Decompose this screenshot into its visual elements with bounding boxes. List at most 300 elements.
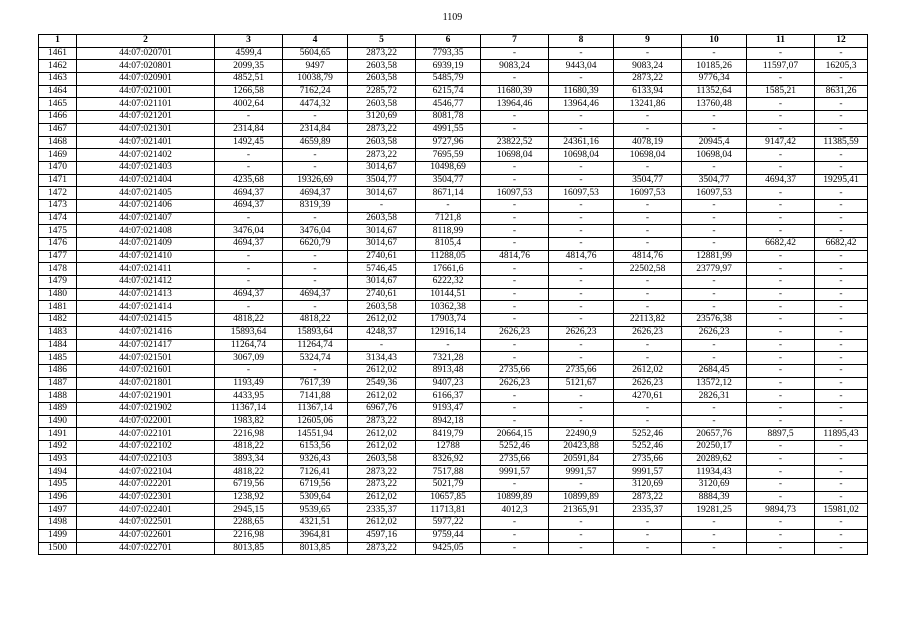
table-cell: 12916,14 (416, 326, 481, 339)
table-header-row (39, 35, 868, 48)
table-cell: 2735,66 (549, 364, 614, 377)
table-cell: 4078,19 (614, 136, 682, 149)
table-cell: - (747, 161, 815, 174)
table-cell: - (815, 263, 868, 276)
table-cell: 3067,09 (215, 352, 283, 365)
table-cell: - (815, 288, 868, 301)
table-cell: 44:07:021601 (77, 364, 215, 377)
table-cell: - (747, 364, 815, 377)
table-cell: 4818,22 (283, 314, 348, 327)
table-cell: - (283, 263, 348, 276)
table-cell: 3014,67 (348, 238, 416, 251)
page-number: 1109 (442, 12, 463, 23)
table-cell: - (549, 517, 614, 530)
table-cell: 1266,58 (215, 85, 283, 98)
table-cell: - (481, 339, 549, 352)
table-cell: - (815, 326, 868, 339)
table-cell: 11934,43 (682, 466, 747, 479)
table-cell: 1477 (39, 250, 77, 263)
table-cell: 44:07:021407 (77, 212, 215, 225)
table-cell: - (283, 364, 348, 377)
table-cell: 15893,64 (215, 326, 283, 339)
table-cell: 2735,66 (481, 453, 549, 466)
table-cell: 4599,4 (215, 47, 283, 60)
table-cell: 2626,23 (614, 377, 682, 390)
table-row (39, 364, 868, 377)
table-cell: - (215, 263, 283, 276)
table-cell: 4814,76 (549, 250, 614, 263)
table-cell: - (614, 352, 682, 365)
table-cell: 6620,79 (283, 238, 348, 251)
table-cell: 10498,69 (416, 161, 481, 174)
table-cell: - (747, 479, 815, 492)
table-cell: 8105,4 (416, 238, 481, 251)
table-row (39, 542, 868, 555)
table-cell: 3504,77 (348, 174, 416, 187)
table-row (39, 504, 868, 517)
table-cell: 44:07:021412 (77, 276, 215, 289)
table-cell: - (614, 288, 682, 301)
table-cell: - (416, 339, 481, 352)
table-cell: 8671,14 (416, 187, 481, 200)
table-row (39, 352, 868, 365)
table-cell: 5324,74 (283, 352, 348, 365)
table-cell: - (549, 263, 614, 276)
table-row (39, 250, 868, 263)
table-cell: - (682, 517, 747, 530)
table-cell: 44:07:021410 (77, 250, 215, 263)
table-cell: - (747, 377, 815, 390)
table-cell: 4694,37 (283, 288, 348, 301)
table-cell: 9539,65 (283, 504, 348, 517)
table-cell: 4433,95 (215, 390, 283, 403)
table-cell: 2626,23 (682, 326, 747, 339)
table-cell: 7141,88 (283, 390, 348, 403)
table-cell: 5252,46 (481, 441, 549, 454)
table-cell: 10899,89 (481, 491, 549, 504)
table-cell: - (481, 314, 549, 327)
table-cell: - (614, 339, 682, 352)
table-cell: - (682, 529, 747, 542)
table-cell: 1478 (39, 263, 77, 276)
table-cell: 23779,97 (682, 263, 747, 276)
table-cell: 9193,47 (416, 402, 481, 415)
table-cell: 1464 (39, 85, 77, 98)
table-cell: 44:07:021404 (77, 174, 215, 187)
table-cell: 7617,39 (283, 377, 348, 390)
table-cell: 44:07:020801 (77, 60, 215, 73)
table-cell: 4694,37 (747, 174, 815, 187)
table-cell: 44:07:022701 (77, 542, 215, 555)
table-cell: 1490 (39, 415, 77, 428)
table-cell: 1486 (39, 364, 77, 377)
table-cell: 2873,22 (348, 542, 416, 555)
table-cell: 4818,22 (215, 314, 283, 327)
table-cell: 2335,37 (614, 504, 682, 517)
table-cell: 44:07:022401 (77, 504, 215, 517)
table-cell: 21365,91 (549, 504, 614, 517)
table-cell: 1495 (39, 479, 77, 492)
table-cell: - (215, 364, 283, 377)
table-cell: 4818,22 (215, 441, 283, 454)
table-cell: 2612,02 (348, 441, 416, 454)
table-cell: 1474 (39, 212, 77, 225)
table-cell: - (614, 212, 682, 225)
column-header: 2 (77, 35, 215, 48)
table-cell: - (682, 212, 747, 225)
table-cell: 44:07:022601 (77, 529, 215, 542)
table-cell: 1473 (39, 199, 77, 212)
table-cell: - (215, 250, 283, 263)
table-cell: - (481, 47, 549, 60)
table-row (39, 212, 868, 225)
table-cell: - (481, 352, 549, 365)
table-cell: 1476 (39, 238, 77, 251)
table-cell: - (747, 466, 815, 479)
table-cell: - (549, 542, 614, 555)
table-cell: 10698,04 (682, 149, 747, 162)
table-cell: - (815, 123, 868, 136)
table-cell: - (815, 491, 868, 504)
table-cell: - (815, 402, 868, 415)
table-cell: - (747, 276, 815, 289)
table-cell: 10698,04 (481, 149, 549, 162)
table-cell: 44:07:021901 (77, 390, 215, 403)
table-cell: 44:07:022103 (77, 453, 215, 466)
column-header: 11 (747, 35, 815, 48)
table-cell: 2626,23 (481, 377, 549, 390)
table-cell: 24361,16 (549, 136, 614, 149)
table-cell: 2735,66 (481, 364, 549, 377)
table-cell: 4694,37 (283, 187, 348, 200)
table-cell: 10698,04 (549, 149, 614, 162)
table-cell: - (747, 314, 815, 327)
table-cell: 3014,67 (348, 276, 416, 289)
table-cell: 9759,44 (416, 529, 481, 542)
table-cell: 5252,46 (614, 441, 682, 454)
table-row (39, 149, 868, 162)
table-cell: 44:07:021416 (77, 326, 215, 339)
table-row (39, 314, 868, 327)
table-cell: - (815, 111, 868, 124)
table-cell: 1492 (39, 441, 77, 454)
table-cell: - (614, 276, 682, 289)
table-cell: - (549, 73, 614, 86)
table-cell: 2603,58 (348, 301, 416, 314)
table-row (39, 402, 868, 415)
table-cell: - (283, 276, 348, 289)
table-cell: 44:07:022101 (77, 428, 215, 441)
table-cell: 44:07:021501 (77, 352, 215, 365)
table-cell: - (481, 174, 549, 187)
table-cell: 1492,45 (215, 136, 283, 149)
table-cell: 1238,92 (215, 491, 283, 504)
table-cell: - (747, 326, 815, 339)
table-cell: 15981,02 (815, 504, 868, 517)
table-cell: 16097,53 (549, 187, 614, 200)
table-cell: 12605,06 (283, 415, 348, 428)
table-cell: - (481, 276, 549, 289)
table-cell: 2603,58 (348, 453, 416, 466)
table-cell: 17903,74 (416, 314, 481, 327)
table-cell: - (747, 199, 815, 212)
table-cell: - (815, 199, 868, 212)
table-cell: 4818,22 (215, 466, 283, 479)
table-cell: 1491 (39, 428, 77, 441)
table-cell: 2873,22 (348, 415, 416, 428)
table-row (39, 288, 868, 301)
table-cell: 44:07:021417 (77, 339, 215, 352)
table-cell: - (815, 441, 868, 454)
table-cell: 23576,38 (682, 314, 747, 327)
table-cell: - (283, 149, 348, 162)
table-cell: 10144,51 (416, 288, 481, 301)
table-cell: 13760,48 (682, 98, 747, 111)
table-cell: 1471 (39, 174, 77, 187)
table-cell: 2603,58 (348, 60, 416, 73)
table-cell: 4852,51 (215, 73, 283, 86)
table-cell: 3504,77 (682, 174, 747, 187)
table-row (39, 276, 868, 289)
table-cell: - (549, 111, 614, 124)
table-cell: 5309,64 (283, 491, 348, 504)
table-cell: 44:07:020701 (77, 47, 215, 60)
table-cell: - (815, 276, 868, 289)
table-cell: 9083,24 (481, 60, 549, 73)
table-cell: 1483 (39, 326, 77, 339)
table-cell: 1475 (39, 225, 77, 238)
table-cell: 2740,61 (348, 250, 416, 263)
table-cell: - (747, 225, 815, 238)
table-cell: 2735,66 (614, 453, 682, 466)
table-cell: 7793,35 (416, 47, 481, 60)
table-cell: 16097,53 (614, 187, 682, 200)
table-cell: - (747, 402, 815, 415)
table-row (39, 377, 868, 390)
table-row (39, 466, 868, 479)
table-row (39, 47, 868, 60)
table-cell: 6682,42 (747, 238, 815, 251)
table-cell: 9407,23 (416, 377, 481, 390)
table-cell: - (747, 149, 815, 162)
table-cell: - (682, 542, 747, 555)
table-cell: - (549, 288, 614, 301)
table-cell: 44:07:021301 (77, 123, 215, 136)
table-cell: - (614, 199, 682, 212)
table-cell: - (481, 212, 549, 225)
table-cell: - (549, 161, 614, 174)
table-cell: - (215, 212, 283, 225)
table-cell: 10698,04 (614, 149, 682, 162)
table-cell: 4694,37 (215, 187, 283, 200)
table-cell: 8419,79 (416, 428, 481, 441)
table-cell: 9991,57 (481, 466, 549, 479)
table-cell: 1468 (39, 136, 77, 149)
table-cell: - (614, 238, 682, 251)
table-cell: - (614, 161, 682, 174)
table-row (39, 390, 868, 403)
table-cell: 19281,25 (682, 504, 747, 517)
table-cell: - (549, 301, 614, 314)
table-cell: - (283, 301, 348, 314)
table-cell: 3014,67 (348, 187, 416, 200)
table-cell: - (549, 352, 614, 365)
table-cell: 1472 (39, 187, 77, 200)
table-row (39, 60, 868, 73)
table-cell: - (614, 111, 682, 124)
table-cell: - (682, 352, 747, 365)
table-cell: - (747, 390, 815, 403)
table-cell: 44:07:020901 (77, 73, 215, 86)
table-cell: 3964,81 (283, 529, 348, 542)
table-cell: 2612,02 (348, 364, 416, 377)
table-cell: - (815, 390, 868, 403)
table-cell: 3134,43 (348, 352, 416, 365)
table-cell: - (815, 517, 868, 530)
table-cell: - (747, 98, 815, 111)
table-cell: 8631,26 (815, 85, 868, 98)
table-row (39, 415, 868, 428)
table-cell: 20591,84 (549, 453, 614, 466)
table-row (39, 517, 868, 530)
table-cell: 2873,22 (348, 123, 416, 136)
table-cell: 5252,46 (614, 428, 682, 441)
table-cell: 5021,79 (416, 479, 481, 492)
table-row (39, 136, 868, 149)
column-header: 6 (416, 35, 481, 48)
table-cell: - (348, 339, 416, 352)
table-cell: 44:07:022001 (77, 415, 215, 428)
table-cell: 2314,84 (283, 123, 348, 136)
table-row (39, 453, 868, 466)
table-cell: 8326,92 (416, 453, 481, 466)
table-cell: 8118,99 (416, 225, 481, 238)
table-cell: 1496 (39, 491, 77, 504)
table-cell: - (747, 187, 815, 200)
table-cell: 2873,22 (348, 466, 416, 479)
table-cell: - (682, 47, 747, 60)
table-cell: 44:07:021101 (77, 98, 215, 111)
table-cell: 20657,76 (682, 428, 747, 441)
table-cell: 4597,16 (348, 529, 416, 542)
table-cell: - (815, 187, 868, 200)
table-cell: 44:07:022501 (77, 517, 215, 530)
table-cell: - (747, 288, 815, 301)
table-cell: 1479 (39, 276, 77, 289)
table-cell: - (747, 352, 815, 365)
column-header: 4 (283, 35, 348, 48)
table-cell: - (481, 199, 549, 212)
table-cell: 15893,64 (283, 326, 348, 339)
table-cell: 2945,15 (215, 504, 283, 517)
table-cell: - (549, 339, 614, 352)
table-cell: - (747, 250, 815, 263)
table-cell: - (614, 123, 682, 136)
table-cell: - (747, 415, 815, 428)
table-cell: - (747, 542, 815, 555)
table-body (39, 47, 868, 555)
table-cell: 9497 (283, 60, 348, 73)
table-cell: 4659,89 (283, 136, 348, 149)
table-cell: 9894,73 (747, 504, 815, 517)
table-cell: - (614, 301, 682, 314)
table-cell: - (747, 491, 815, 504)
table-cell: - (815, 339, 868, 352)
table-row (39, 161, 868, 174)
table-cell: 5604,65 (283, 47, 348, 60)
table-cell: 44:07:021403 (77, 161, 215, 174)
table-cell: 44:07:021411 (77, 263, 215, 276)
table-cell: - (481, 402, 549, 415)
table-cell: 3476,04 (215, 225, 283, 238)
table-row (39, 85, 868, 98)
table-cell: - (283, 161, 348, 174)
table-cell: 19326,69 (283, 174, 348, 187)
table-cell: 20945,4 (682, 136, 747, 149)
table-cell: - (682, 199, 747, 212)
table-cell: 5746,45 (348, 263, 416, 276)
column-header: 5 (348, 35, 416, 48)
table-cell: 3893,34 (215, 453, 283, 466)
table-row (39, 326, 868, 339)
table-cell: 6133,94 (614, 85, 682, 98)
table-cell: 7321,28 (416, 352, 481, 365)
table-cell: - (481, 529, 549, 542)
table-cell: - (215, 301, 283, 314)
table-cell: 17661,6 (416, 263, 481, 276)
table-cell: 1585,21 (747, 85, 815, 98)
table-cell: 4248,37 (348, 326, 416, 339)
table-cell: - (682, 111, 747, 124)
table-cell: - (481, 263, 549, 276)
table-cell: 1487 (39, 377, 77, 390)
table-cell: 4814,76 (481, 250, 549, 263)
table-cell: 2873,22 (348, 47, 416, 60)
table-cell: - (481, 479, 549, 492)
table-cell: - (283, 250, 348, 263)
column-header: 9 (614, 35, 682, 48)
column-header: 7 (481, 35, 549, 48)
table-cell: - (815, 529, 868, 542)
table-cell: - (682, 288, 747, 301)
table-cell: - (682, 238, 747, 251)
table-cell: 3504,77 (416, 174, 481, 187)
table-cell: - (481, 238, 549, 251)
table-cell: - (815, 149, 868, 162)
table-cell: 1494 (39, 466, 77, 479)
table-cell: 4546,77 (416, 98, 481, 111)
table-cell: 7517,88 (416, 466, 481, 479)
table-cell: - (682, 339, 747, 352)
table-cell: 2314,84 (215, 123, 283, 136)
table-cell: 8013,85 (215, 542, 283, 555)
table-row (39, 441, 868, 454)
table-cell: 2603,58 (348, 136, 416, 149)
table-cell: 16097,53 (481, 187, 549, 200)
table-cell: - (815, 377, 868, 390)
table-row (39, 263, 868, 276)
table-cell: 2612,02 (348, 428, 416, 441)
table-cell: 3476,04 (283, 225, 348, 238)
table-cell: 1484 (39, 339, 77, 352)
table-cell: - (747, 73, 815, 86)
column-header: 8 (549, 35, 614, 48)
table-cell: - (747, 47, 815, 60)
table-cell: - (549, 225, 614, 238)
table-cell: - (549, 47, 614, 60)
table-cell: 44:07:021401 (77, 136, 215, 149)
table-cell: 2549,36 (348, 377, 416, 390)
